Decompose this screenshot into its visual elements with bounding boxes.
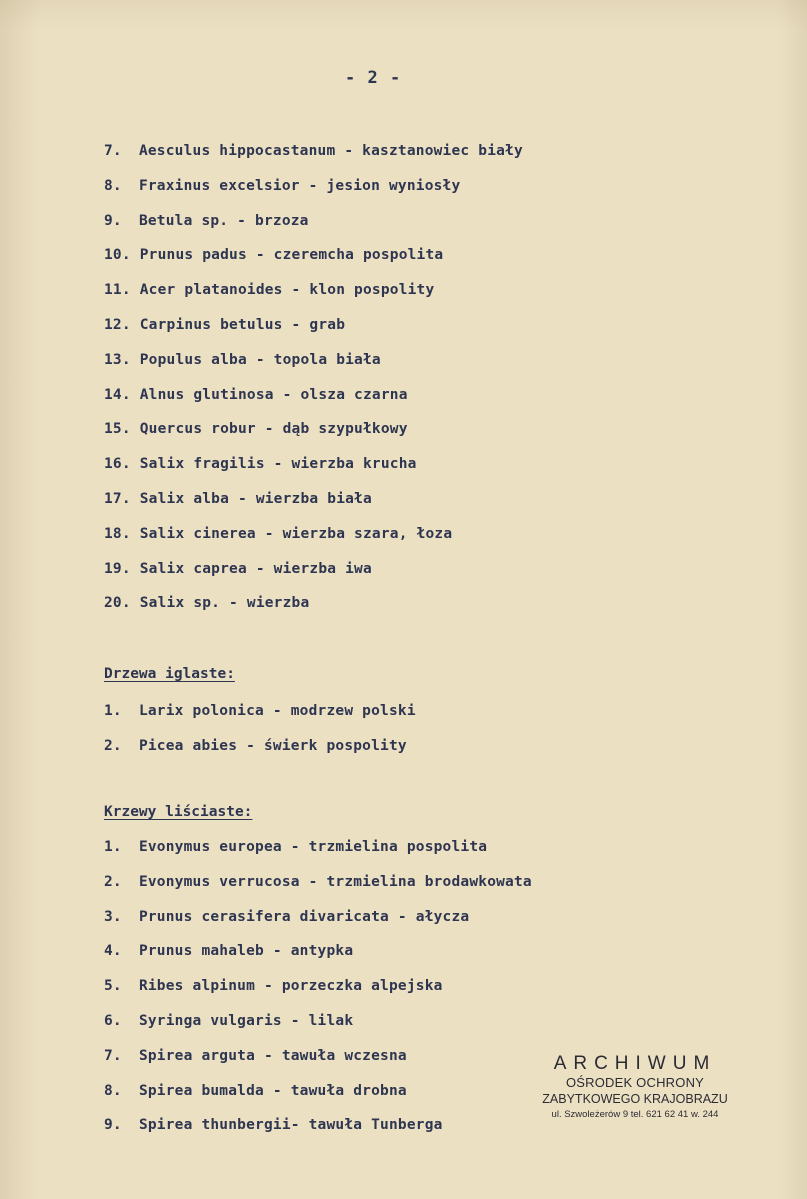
list-item <box>104 586 523 621</box>
list-item <box>104 729 416 764</box>
item-number: 16. <box>104 456 131 473</box>
list-item <box>104 1039 532 1074</box>
conifers-list <box>104 694 416 764</box>
item-number: 2. <box>104 873 122 890</box>
item-number: 14. <box>104 386 131 403</box>
list-item <box>104 1108 532 1143</box>
stamp-title: ARCHIWUM <box>553 1053 717 1074</box>
item-text: Spirea bumalda - tawuła drobna <box>138 1082 407 1099</box>
item-text: Larix polonica - modrzew polski <box>138 703 416 719</box>
deciduous-trees-list <box>104 134 523 621</box>
item-text: Quercus robur - dąb szypułkowy <box>139 421 408 438</box>
list-item <box>104 934 532 969</box>
item-text: Spirea thunbergii- tawuła Tunberga <box>138 1117 443 1134</box>
item-text: Salix sp. - wierzba <box>139 595 310 612</box>
item-number: 13. <box>104 351 131 368</box>
item-text: Aesculus hippocastanum - kasztanowiec biały <box>138 143 523 159</box>
item-number: 1. <box>104 703 122 719</box>
item-text: Fraxinus excelsior - jesion wyniosły <box>138 177 461 194</box>
list-item <box>104 273 523 308</box>
item-text: Prunus cerasifera divaricata - ałycza <box>138 908 470 925</box>
list-item <box>104 517 523 552</box>
item-text: Salix fragilis - wierzba krucha <box>139 456 417 473</box>
list-item <box>104 412 523 447</box>
item-text: Evonymus europea - trzmielina pospolita <box>138 839 488 855</box>
item-text: Evonymus verrucosa - trzmielina brodawkowata <box>138 873 532 890</box>
item-text: Prunus mahaleb - antypka <box>138 943 354 960</box>
item-text: Alnus glutinosa - olsza czarna <box>139 386 408 403</box>
list-item <box>104 447 523 482</box>
list-item <box>104 204 523 239</box>
item-number: 9. <box>104 1117 122 1134</box>
item-number: 8. <box>104 1082 122 1099</box>
archive-stamp <box>520 1053 750 1123</box>
list-item <box>104 308 523 343</box>
item-number: 17. <box>104 490 131 507</box>
item-text: Betula sp. - brzoza <box>138 212 309 229</box>
list-item <box>104 830 532 865</box>
stamp-line-institution: OŚRODEK OCHRONY <box>565 1075 705 1090</box>
list-item <box>104 238 523 273</box>
item-number: 19. <box>104 560 131 577</box>
item-number: 6. <box>104 1012 122 1029</box>
item-number: 7. <box>104 143 122 159</box>
item-number: 1. <box>104 839 122 855</box>
item-number: 7. <box>104 1047 122 1064</box>
item-text: Syringa vulgaris - lilak <box>138 1012 354 1029</box>
stamp-line-address: ul. Szwoleżerów 9 tel. 621 62 41 w. 244 <box>551 1109 719 1120</box>
list-item <box>104 378 523 413</box>
item-text: Salix caprea - wierzba iwa <box>139 560 372 577</box>
item-number: 15. <box>104 421 131 438</box>
item-text: Populus alba - topola biała <box>139 351 381 368</box>
list-item <box>104 1004 532 1039</box>
item-text: Salix alba - wierzba biała <box>139 490 372 507</box>
list-item <box>104 482 523 517</box>
shrubs-list <box>104 830 532 1143</box>
item-number: 11. <box>104 282 131 299</box>
item-number: 4. <box>104 943 122 960</box>
item-number: 5. <box>104 978 122 995</box>
item-text: Spirea arguta - tawuła wczesna <box>138 1047 407 1064</box>
shrubs-heading: Krzewy liściaste: <box>104 804 253 820</box>
item-text: Ribes alpinum - porzeczka alpejska <box>138 978 443 995</box>
conifers-heading: Drzewa iglaste: <box>104 666 235 682</box>
stamp-line-institution-2: ZABYTKOWEGO KRAJOBRAZU <box>542 1092 728 1106</box>
item-number: 18. <box>104 525 131 542</box>
page-number: - 2 - <box>345 68 402 88</box>
list-item <box>104 343 523 378</box>
list-item <box>104 169 523 204</box>
list-item <box>104 900 532 935</box>
item-number: 3. <box>104 908 122 925</box>
item-text: Prunus padus - czeremcha pospolita <box>139 247 444 264</box>
item-text: Acer platanoides - klon pospolity <box>139 282 435 299</box>
item-number: 20. <box>104 595 131 612</box>
item-number: 12. <box>104 316 131 333</box>
item-number: 8. <box>104 177 122 194</box>
list-item <box>104 865 532 900</box>
item-number: 10. <box>104 247 131 264</box>
list-item <box>104 694 416 729</box>
list-item <box>104 552 523 587</box>
item-text: Salix cinerea - wierzba szara, łoza <box>139 525 453 542</box>
item-text: Picea abies - świerk pospolity <box>138 737 407 754</box>
item-number: 2. <box>104 737 122 754</box>
list-item <box>104 134 523 169</box>
list-item <box>104 1074 532 1109</box>
item-number: 9. <box>104 212 122 229</box>
list-item <box>104 969 532 1004</box>
item-text: Carpinus betulus - grab <box>139 316 346 333</box>
